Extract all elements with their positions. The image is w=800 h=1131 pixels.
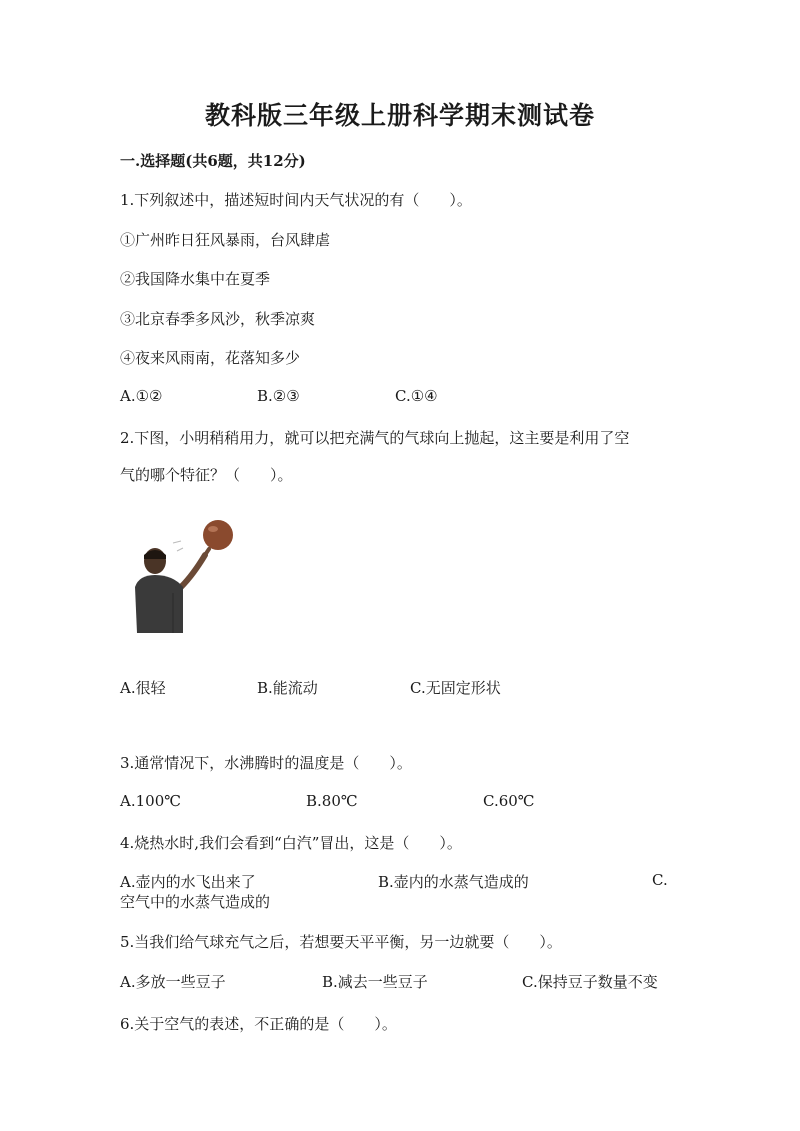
- question-4-option-b: B.壶内的水蒸气造成的: [378, 873, 529, 891]
- question-5-stem: 5.当我们给气球充气之后，若想要天平平衡，另一边就要（ ）。: [120, 933, 562, 951]
- question-5-option-a: A.多放一些豆子: [120, 973, 226, 991]
- question-1-item-4: ④夜来风雨南，花落知多少: [120, 349, 301, 367]
- question-3-option-b: B.80℃: [306, 792, 358, 810]
- question-1-option-c: C.①④: [395, 387, 438, 405]
- question-1-option-b: B.②③: [257, 387, 300, 405]
- question-5-option-b: B.减去一些豆子: [322, 973, 428, 991]
- question-3-option-a: A.100℃: [120, 792, 182, 810]
- question-1-stem: 1.下列叙述中，描述短时间内天气状况的有（ ）。: [120, 191, 472, 209]
- question-4-option-a: A.壶内的水飞出来了: [120, 873, 256, 891]
- question-2-stem-line-2: 气的哪个特征？（ ）。: [120, 466, 293, 484]
- question-2-stem-line-1: 2.下图，小明稍稍用力，就可以把充满气的气球向上抛起，这主要是利用了空: [120, 429, 630, 447]
- question-2-option-c: C.无固定形状: [410, 679, 501, 697]
- question-4-stem: 4.烧热水时,我们会看到“白汽”冒出，这是（ ）。: [120, 834, 462, 852]
- question-2-option-a: A.很轻: [120, 679, 166, 697]
- question-1-item-2: ②我国降水集中在夏季: [120, 270, 271, 288]
- page-title: 教科版三年级上册科学期末测试卷: [204, 101, 595, 130]
- boy-throwing-balloon-image: [133, 515, 243, 633]
- question-4-option-c-text: 空气中的水蒸气造成的: [120, 893, 271, 911]
- question-5-option-c: C.保持豆子数量不变: [522, 973, 658, 991]
- question-1-item-3: ③北京春季多风沙，秋季凉爽: [120, 310, 316, 328]
- question-3-stem: 3.通常情况下，水沸腾时的温度是（ ）。: [120, 754, 412, 772]
- question-6-stem: 6.关于空气的表述，不正确的是（ ）。: [120, 1015, 397, 1033]
- question-1-item-1: ①广州昨日狂风暴雨，台风肆虐: [120, 231, 331, 249]
- question-3-option-c: C.60℃: [483, 792, 535, 810]
- question-2-option-b: B.能流动: [257, 679, 318, 697]
- section-heading: 一.选择题(共6题，共12分): [120, 152, 306, 170]
- question-4-option-c: C.: [652, 871, 668, 889]
- question-1-option-a: A.①②: [120, 387, 163, 405]
